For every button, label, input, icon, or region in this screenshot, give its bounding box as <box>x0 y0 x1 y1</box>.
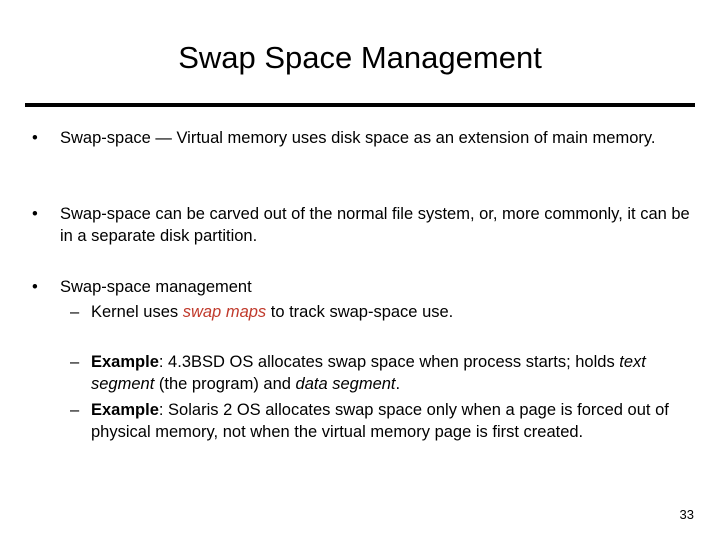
text-segment-term: text segment <box>91 353 646 393</box>
example2-text: Solaris 2 OS allocates swap space only when a page is forced out of physical memory, not when the virtual memory page is first created. <box>91 401 669 441</box>
bullet-item-management <box>32 276 695 298</box>
sub-item-kernel <box>70 301 695 323</box>
bullet-icon: • <box>32 278 38 296</box>
page-number: 33 <box>679 507 694 522</box>
sub-item-example-solaris <box>70 399 695 443</box>
bullet-item-carved <box>32 203 695 247</box>
bullet-item-swap-space <box>32 127 695 149</box>
example-colon: : <box>158 353 164 371</box>
bullet-text: Swap-space management <box>60 278 252 296</box>
slide-title: Swap Space Management <box>178 40 542 75</box>
dash-icon: – <box>70 401 80 419</box>
bullet-text: Swap-space can be carved out of the normal file system, or, more commonly, it can be in a separate disk partition. <box>60 205 690 245</box>
kernel-text-after: to track swap-space use. <box>266 303 454 321</box>
kernel-text-before: Kernel uses <box>91 303 183 321</box>
data-segment-term: data segment <box>295 375 396 393</box>
example1-text2: (the program) and <box>154 375 296 393</box>
example-colon: : <box>158 401 164 419</box>
sub-item-example-bsd <box>70 351 695 395</box>
title-divider <box>25 103 695 107</box>
bullet-icon: • <box>32 129 38 147</box>
example1-text3: . <box>395 375 401 393</box>
example-label: Example <box>91 353 159 371</box>
bullet-text: Swap-space — Virtual memory uses disk space as an extension of main memory. <box>60 129 656 147</box>
example1-text1: 4.3BSD OS allocates swap space when process starts; holds <box>163 353 620 371</box>
bullet-icon: • <box>32 205 38 223</box>
swap-maps-highlight: swap maps <box>182 303 267 321</box>
example-label: Example <box>91 401 159 419</box>
dash-icon: – <box>70 353 80 371</box>
dash-icon: – <box>70 303 80 321</box>
